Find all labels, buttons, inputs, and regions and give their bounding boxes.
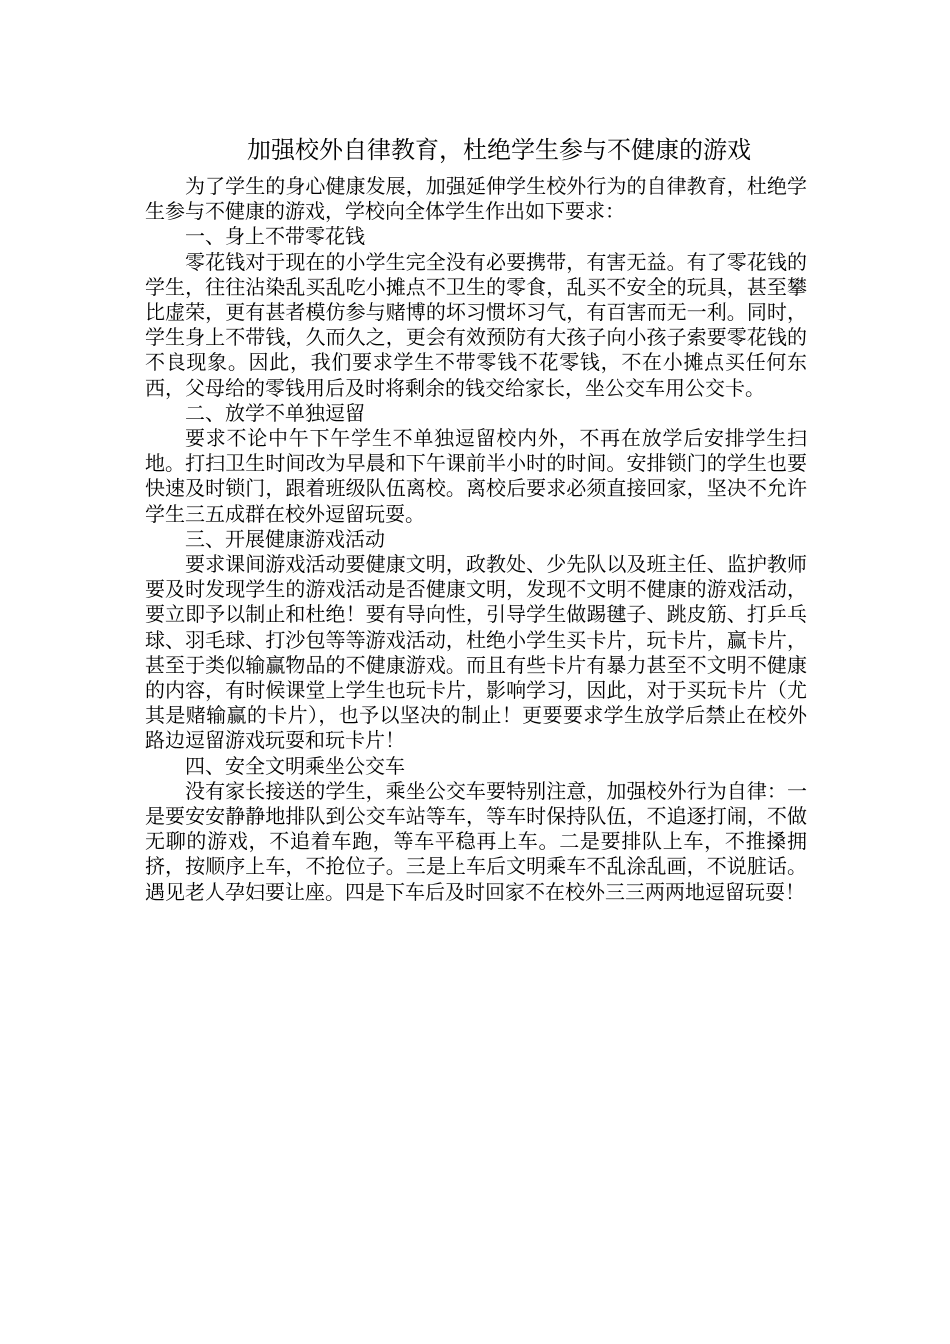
section-paragraph-3: 要求课间游戏活动要健康文明，政教处、少先队以及班主任、监护教师要及时发现学生的游戏活动是否健康文明，发现不文明不健康的游戏活动，要立即予以制止和杜绝！要有导向性，引导学生做踢毽子、跳皮筋、打乒乓球、羽毛球、打沙包等等游戏活动，杜绝小学生买卡片，玩卡片，赢卡片，甚至于类似输赢物品的不健康游戏。而且有些卡片有暴力甚至不文明不健康的内容，有时候课堂上学生也玩卡片，影响学习，因此，对于买玩卡片（尤其是赌输赢的卡片），也予以坚决的制止！更要要求学生放学后禁止在校外路边逗留游戏玩耍和玩卡片！ [145,552,807,753]
section-heading-1: 一、身上不带零花钱 [185,224,365,249]
document-body [145,174,807,905]
section-heading-3: 三、开展健康游戏活动 [185,526,385,551]
document-title: 加强校外自律教育，杜绝学生参与不健康的游戏 [247,136,751,164]
section-heading-4: 四、安全文明乘坐公交车 [185,753,405,778]
intro-paragraph: 为了学生的身心健康发展，加强延伸学生校外行为的自律教育，杜绝学生参与不健康的游戏，学校向全体学生作出如下要求： [145,174,807,224]
section-paragraph-4: 没有家长接送的学生，乘坐公交车要特别注意，加强校外行为自律：一是要安安静静地排队到公交车站等车，等车时保持队伍，不追逐打闹，不做无聊的游戏，不追着车跑，等车平稳再上车。二是要排队上车，不推搡拥挤，按顺序上车，不抢位子。三是上车后文明乘车不乱涂乱画，不说脏话。遇见老人孕妇要让座。四是下车后及时回家不在校外三三两两地逗留玩耍！ [145,778,807,904]
section-paragraph-2: 要求不论中午下午学生不单独逗留校内外，不再在放学后安排学生扫地。打扫卫生时间改为早晨和下午课前半小时的时间。安排锁门的学生也要快速及时锁门，跟着班级队伍离校。离校后要求必须直接回家，坚决不允许学生三五成群在校外逗留玩耍。 [145,426,807,526]
section-paragraph-1: 零花钱对于现在的小学生完全没有必要携带，有害无益。有了零花钱的学生，往往沾染乱买乱吃小摊点不卫生的零食，乱买不安全的玩具，甚至攀比虚荣，更有甚者模仿参与赌博的坏习惯坏习气，有百害而无一利。同时，学生身上不带钱，久而久之，更会有效预防有大孩子向小孩子索要零花钱的不良现象。因此，我们要求学生不带零钱不花零钱，不在小摊点买任何东西，父母给的零钱用后及时将剩余的钱交给家长，坐公交车用公交卡。 [145,249,807,400]
section-heading-2: 二、放学不单独逗留 [185,400,365,425]
